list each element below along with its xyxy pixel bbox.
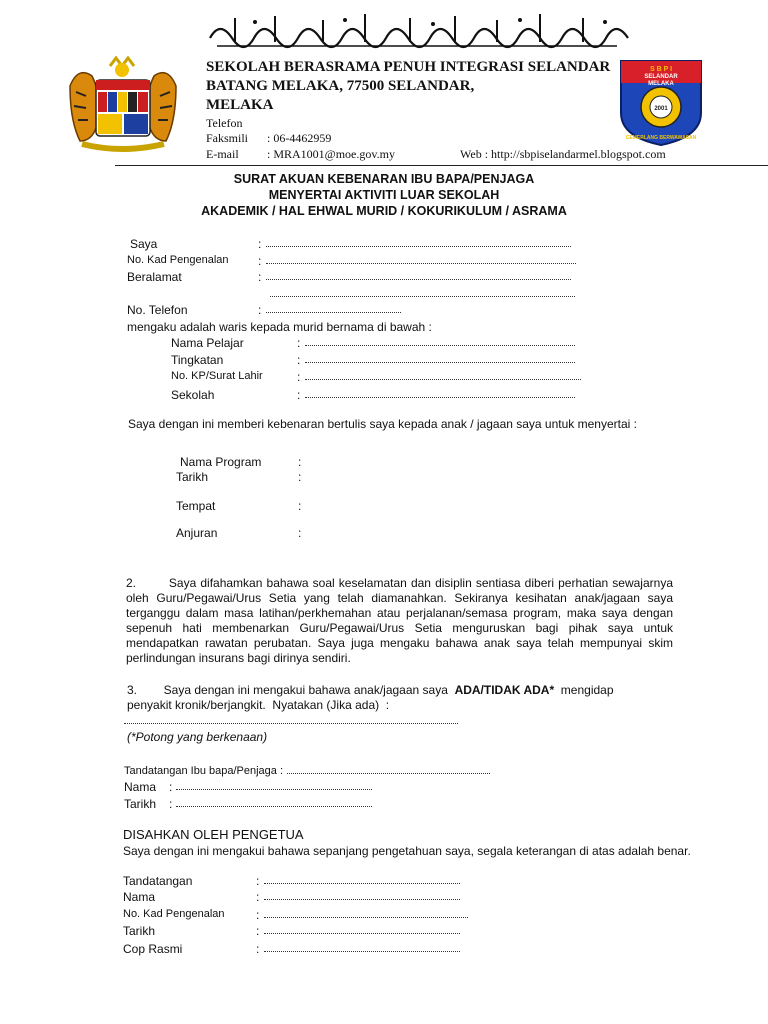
field-nama-pelajar[interactable] (305, 339, 575, 346)
email-label: E-mail (206, 147, 239, 161)
label-tandatangan-ibubapa: Tandatangan Ibu bapa/Penjaga : (124, 765, 284, 777)
field-tarikh-pengetua[interactable] (264, 927, 460, 934)
label-tandatangan-pengetua: Tandatangan (123, 874, 193, 888)
paragraph-3-prefix: 3. Saya dengan ini mengakui bahawa anak/jagaan saya (127, 683, 448, 697)
colon: : (297, 353, 301, 367)
form-title-line1: SURAT AKUAN KEBENARAN IBU BAPA/PENJAGA (233, 172, 535, 186)
faks-value: : 06-4462959 (267, 131, 332, 145)
colon: : (297, 370, 301, 384)
field-saya[interactable] (266, 240, 571, 247)
national-crest-logo (62, 56, 184, 156)
paragraph-2: 2. Saya difahamkan bahawa soal keselamatan dan disiplin sentiasa diberi perhatian sewajarnya oleh Guru/Pegawai/Urus Setia yang telah diamanahkan. Sekiranya kesihatan anak/jagaan saya terganggu dalam masa latihan/perkhemahan atau perjalanan/semasa program, maka saya dengan sepenuh hati membenarkan Guru/Pegawai/Urus Setia menguruskan bagi pihak saya untuk mendapatkan rawatan perubatan. Saya juga mengaku bahawa anak saya telah mempunyai skim perlindungan insurans bagi dirinya sendiri. (126, 576, 673, 665)
field-nama-ibubapa[interactable] (176, 783, 372, 790)
label-sekolah: Sekolah (171, 388, 215, 402)
colon: : (169, 780, 173, 794)
paragraph-3-line2: penyakit kronik/berjangkit. Nyatakan (Jika ada) : (127, 698, 390, 712)
label-nama-program: Nama Program (180, 455, 262, 469)
colon: : (258, 303, 262, 317)
header-divider (115, 165, 768, 166)
field-tandatangan-ibubapa[interactable] (287, 767, 490, 774)
colon: : (298, 470, 302, 484)
label-saya: Saya (130, 237, 158, 251)
paragraph-3-line1 (127, 683, 614, 697)
label-tarikh-ibubapa: Tarikh (124, 797, 157, 811)
colon: : (256, 942, 260, 956)
field-cop-rasmi[interactable] (264, 945, 460, 952)
label-nama-pelajar: Nama Pelajar (171, 336, 244, 350)
label-telefon: No. Telefon (127, 303, 188, 317)
label-tarikh-program: Tarikh (176, 470, 209, 484)
colon: : (256, 908, 260, 922)
colon: : (258, 270, 262, 284)
form-title-line2: MENYERTAI AKTIVITI LUAR SEKOLAH (268, 188, 500, 202)
telefon-label: Telefon (206, 116, 243, 130)
waris-statement: mengaku adalah waris kepada murid bernama di bawah : (127, 320, 432, 334)
ada-tidak-ada-option[interactable]: ADA/TIDAK ADA* (454, 683, 555, 697)
school-name-line3: MELAKA (206, 97, 274, 113)
field-alamat-line1[interactable] (266, 273, 571, 280)
colon: : (256, 874, 260, 888)
field-nama-pengetua[interactable] (264, 893, 460, 900)
label-nama-pengetua: Nama (123, 890, 156, 904)
form-title-line3: AKADEMIK / HAL EHWAL MURID / KOKURIKULUM / ASRAMA (201, 204, 567, 218)
label-tempat: Tempat (176, 499, 216, 513)
label-kp-surat-lahir: No. KP/Surat Lahir (171, 370, 263, 382)
principal-statement: Saya dengan ini mengakui bahawa sepanjang pengetahuan saya, segala keterangan di atas adalah benar. (123, 844, 691, 858)
field-penyakit[interactable] (124, 717, 458, 724)
field-sekolah[interactable] (305, 391, 575, 398)
colon: : (258, 237, 262, 251)
label-nama-ibubapa: Nama (124, 780, 157, 794)
label-tarikh-pengetua: Tarikh (123, 924, 156, 938)
field-alamat-line2[interactable] (270, 290, 575, 297)
colon: : (298, 526, 302, 540)
field-kad-pengetua[interactable] (264, 911, 468, 918)
label-kad-pengetua: No. Kad Pengenalan (123, 908, 225, 920)
label-tingkatan: Tingkatan (171, 353, 224, 367)
field-tandatangan-pengetua[interactable] (264, 877, 460, 884)
field-tarikh-ibubapa[interactable] (176, 800, 372, 807)
colon: : (297, 388, 301, 402)
strike-note: (*Potong yang berkenaan) (127, 730, 268, 744)
school-badge-logo (617, 55, 705, 147)
permission-text: Saya dengan ini memberi kebenaran bertulis saya kepada anak / jagaan saya untuk menyertai : (128, 417, 637, 431)
school-name-line2: BATANG MELAKA, 77500 SELANDAR, (206, 78, 475, 94)
colon: : (258, 254, 262, 268)
paragraph-3-suffix: mengidap (560, 683, 614, 697)
colon: : (298, 499, 302, 513)
colon: : (297, 336, 301, 350)
label-anjuran: Anjuran (176, 526, 218, 540)
label-beralamat: Beralamat (127, 270, 182, 284)
school-name-line1: SEKOLAH BERASRAMA PENUH INTEGRASI SELANDAR (206, 59, 611, 75)
badge-text-mid2: MELAKA (648, 81, 674, 87)
badge-text-mid1: SELANDAR (644, 74, 678, 80)
email-value: : MRA1001@moe.gov.my (267, 147, 395, 161)
label-cop-rasmi: Cop Rasmi (123, 942, 183, 956)
field-kp-surat-lahir[interactable] (305, 373, 581, 380)
colon: : (256, 924, 260, 938)
web-address: Web : http://sbpiselandarmel.blogspot.com (460, 147, 666, 161)
colon: : (169, 797, 173, 811)
principal-heading: DISAHKAN OLEH PENGETUA (123, 827, 304, 842)
faks-label: Faksmili (206, 131, 249, 145)
colon: : (298, 455, 302, 469)
label-kad-pengenalan: No. Kad Pengenalan (127, 254, 229, 266)
field-telefon[interactable] (266, 306, 401, 313)
colon: : (256, 890, 260, 904)
jawi-calligraphy-banner (205, 8, 635, 52)
badge-year: 2001 (654, 106, 668, 112)
field-tingkatan[interactable] (305, 356, 575, 363)
badge-text-top: S B P I (649, 66, 673, 73)
badge-motto: CEMERLANG BERWAWASAN (625, 135, 697, 141)
field-kad-pengenalan[interactable] (266, 257, 576, 264)
